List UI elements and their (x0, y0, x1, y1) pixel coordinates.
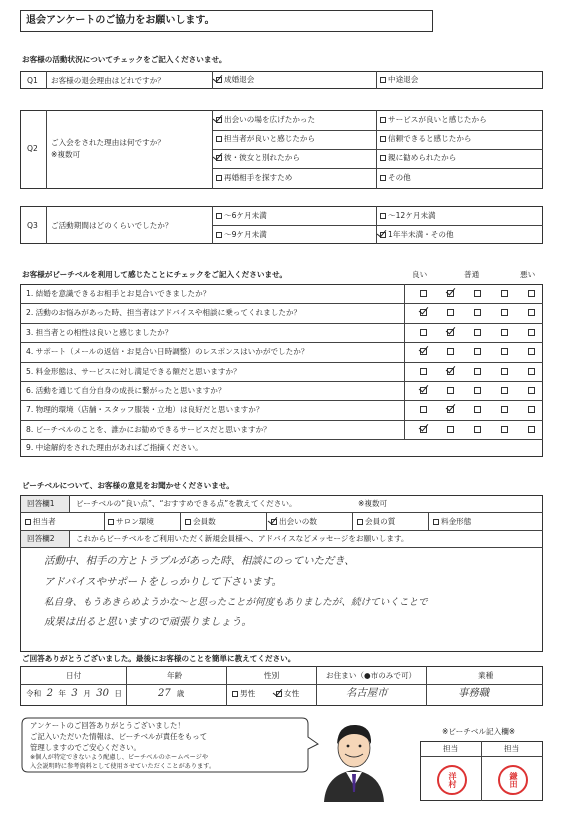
q1-number: Q1 (27, 76, 38, 85)
rating-checkbox[interactable] (474, 309, 481, 316)
checkbox[interactable] (216, 213, 222, 219)
scale-normal: 普通 (464, 270, 480, 279)
q3-option-1[interactable]: ～12ケ月未満 (380, 212, 436, 220)
rating-checkbox[interactable] (501, 329, 508, 336)
a1-option-5[interactable]: 料金形態 (433, 518, 471, 526)
rating-checkbox[interactable] (474, 426, 481, 433)
residence-value[interactable]: 名古屋市 (346, 687, 388, 699)
q2-option-1[interactable]: サービスが良いと感じたから (380, 116, 487, 124)
q2-option-5[interactable]: 親に勧められたから (380, 154, 456, 162)
a1-option-1[interactable]: サロン環境 (108, 518, 154, 526)
checkbox[interactable] (108, 519, 114, 525)
profile-heading: ご回答ありがとうございました。最後にお客様のことを簡単に教えてください。 (22, 654, 296, 663)
rating-question: 1. 結婚を意識できるお相手とお見合いできましたか？ (26, 289, 211, 298)
checkbox[interactable] (216, 77, 222, 83)
handwritten-line-3: 成果は出ると思いますので頑張りましょう。 (44, 616, 252, 628)
rating-checkbox[interactable] (447, 348, 454, 355)
rating-checkbox[interactable] (420, 329, 427, 336)
checkbox[interactable] (433, 519, 439, 525)
a1-option-3[interactable]: 出会いの数 (271, 518, 317, 526)
rating-question: 7. 物理的環境（店舗・スタッフ服装・立地）は良好だと思いますか？ (26, 405, 264, 415)
checkbox[interactable] (380, 136, 386, 142)
checkbox[interactable] (380, 175, 386, 181)
rating-checkbox[interactable] (420, 309, 427, 316)
rating-question: 4. サポート（メールの返信・お見合い日時調整）のレスポンスはいかがでしたか？ (26, 347, 309, 357)
header-residence: お住まい（●市のみで可） (326, 671, 417, 680)
rating-checkbox[interactable] (474, 290, 481, 297)
q2-option-2[interactable]: 担当者が良いと感じたから (216, 135, 315, 143)
rating-checkbox[interactable] (447, 387, 454, 394)
header-job: 業種 (478, 671, 494, 680)
rating-checkbox[interactable] (420, 290, 427, 297)
rating-checkbox[interactable] (447, 368, 454, 375)
q1-option-1[interactable]: 中途退会 (380, 76, 418, 84)
q2-number: Q2 (27, 144, 38, 153)
q3-option-2[interactable]: ～9ケ月未満 (216, 231, 267, 239)
row-divider (20, 342, 543, 343)
checkbox[interactable] (380, 77, 386, 83)
bubble-line-4: 入会説明時に参考資料として使用させていただくことがあります。 (30, 763, 216, 770)
q2-option-0[interactable]: 出会いの場を広げたかった (216, 116, 315, 124)
row-divider (20, 381, 543, 382)
header-date: 日付 (66, 671, 82, 680)
checkbox[interactable] (216, 232, 222, 238)
q2-question: ご入会をされた理由は何ですか？ (51, 138, 165, 147)
rating-checkbox[interactable] (501, 348, 508, 355)
rating-checkbox[interactable] (501, 406, 508, 413)
gender-female[interactable]: 女性 (276, 690, 299, 698)
rating-checkbox[interactable] (420, 426, 427, 433)
rating-heading: お客様がビーチベルを利用して感じたことにチェックをご記入くださいませ。 (22, 270, 288, 279)
q3-question: ご活動期間はどのくらいでしたか？ (51, 221, 173, 230)
bubble-line-1: ご記入いただいた情報は、ビーチベルが責任をもって (30, 732, 208, 741)
answer1-label: 回答欄1 (27, 499, 55, 508)
rating-checkbox[interactable] (447, 309, 454, 316)
rating-checkbox[interactable] (474, 368, 481, 375)
rating-checkbox[interactable] (474, 329, 481, 336)
checkbox[interactable] (380, 213, 386, 219)
rating-question: 5. 料金形態は、サービスに対し満足できる額だと思いますか？ (26, 366, 241, 376)
rating-checkbox[interactable] (528, 329, 535, 336)
rating-checkbox[interactable] (528, 309, 535, 316)
checkbox[interactable] (216, 136, 222, 142)
bubble-line-0: アンケートのご回答ありがとうございました！ (30, 721, 185, 730)
rating-checkbox[interactable] (528, 387, 535, 394)
rating-checkbox[interactable] (420, 348, 427, 355)
q2-option-4[interactable]: 彼・彼女と別れたから (216, 154, 300, 162)
q3-number: Q3 (27, 221, 38, 230)
checkbox[interactable] (25, 519, 31, 525)
q2-sub: ※複数可 (51, 150, 81, 159)
rating-checkbox[interactable] (420, 368, 427, 375)
answer2-label: 回答欄2 (27, 534, 55, 543)
q1-question: お客様の退会理由はどれですか？ (51, 76, 165, 85)
q2-option-3[interactable]: 信頼できると感じたから (380, 135, 472, 143)
answer2-prompt: これからビーチベルをご利用いただく新規会員様へ、アドバイスなどメッセージをお願いします。 (76, 534, 409, 543)
row-divider (20, 323, 543, 324)
answer1-prompt: ビーチベルの“良い点”、“おすすめできる点”を教えてください。 (76, 499, 297, 508)
header-gender: 性別 (264, 671, 280, 680)
rating-question: 3. 担当者との相性は良いと感じましたか？ (26, 327, 173, 337)
rating-checkbox[interactable] (528, 406, 535, 413)
checkbox[interactable] (380, 155, 386, 161)
checkbox[interactable] (380, 232, 386, 238)
q3-option-0[interactable]: ～6ケ月未満 (216, 212, 267, 220)
rating-checkbox[interactable] (474, 348, 481, 355)
rating-checkbox[interactable] (474, 406, 481, 413)
opinion-heading: ビーチベルについて、お客様の意見をお聞かせくださいませ。 (22, 481, 234, 490)
rating-question: 6. 活動を通じて自分自身の成長に繋がったと思いますか？ (26, 386, 226, 395)
staff-stamp-0: 洋村 (437, 765, 467, 795)
checkbox[interactable] (185, 519, 191, 525)
page-title: 退会アンケートのご協力をお願いします。 (26, 15, 215, 26)
a1-option-4[interactable]: 会員の質 (357, 518, 395, 526)
rating-checkbox[interactable] (474, 387, 481, 394)
q2-option-6[interactable]: 再婚相手を探すため (216, 174, 292, 182)
checkbox[interactable] (380, 117, 386, 123)
rating-checkbox[interactable] (528, 426, 535, 433)
a1-option-2[interactable]: 会員数 (185, 518, 216, 526)
checkbox[interactable] (216, 175, 222, 181)
rating-checkbox[interactable] (501, 368, 508, 375)
q2-option-7[interactable]: その他 (380, 174, 411, 182)
rating-checkbox[interactable] (447, 406, 454, 413)
checkbox[interactable] (271, 519, 277, 525)
rating-checkbox[interactable] (501, 309, 508, 316)
handwritten-line-0: 活動中、相手の方とトラブルがあった時、相談にのっていただき、 (44, 555, 355, 567)
handwritten-line-2: 私自身、もうあきらめようかな〜と思ったことが何度もありましたが、続けていくことで (44, 597, 428, 608)
a1-option-0[interactable]: 担当者 (25, 518, 56, 526)
row-divider (20, 420, 543, 421)
rating-checkbox[interactable] (528, 348, 535, 355)
date-value[interactable]: 令和 2 年 3 月 30 日 (26, 688, 122, 699)
rating-checkbox[interactable] (501, 426, 508, 433)
answer1-note: ※複数可 (358, 499, 388, 508)
rating-question: 8. ビーチベルのことを、誰かにお勧めできるサービスだと思いますか？ (26, 424, 271, 434)
scale-good: 良い (412, 270, 428, 279)
staff-col-0: 担当 (443, 744, 459, 753)
row-divider (20, 439, 543, 440)
rating-checkbox[interactable] (420, 406, 427, 413)
rating-question: 2. 活動のお悩みがあった時、担当者はアドバイスや相談に乗ってくれましたか？ (26, 308, 302, 318)
rating-checkbox[interactable] (447, 290, 454, 297)
rating-checkbox[interactable] (501, 290, 508, 297)
scale-bad: 悪い (520, 270, 536, 279)
bubble-line-2: 管理しますのでご安心ください。 (30, 743, 141, 752)
age-value[interactable]: 27 歳 (158, 688, 185, 699)
rating-checkbox[interactable] (447, 426, 454, 433)
bubble-line-3: ※個人が特定できないよう配慮し、ビーチベルのホームページや (30, 754, 209, 761)
staff-box-title: ※ビーチベル記入欄※ (442, 727, 516, 736)
staff-mascot-illustration (320, 712, 388, 802)
activity-heading: お客様の活動状況についてチェックをご記入くださいませ。 (22, 55, 227, 64)
handwritten-line-1: アドバイスやサポートをしっかりして下さいます。 (44, 576, 282, 588)
checkbox[interactable] (216, 117, 222, 123)
gender-male[interactable]: 男性 (232, 690, 255, 698)
header-age: 年齢 (167, 671, 183, 680)
q1-option-0[interactable]: 成婚退会 (216, 76, 254, 84)
checkbox[interactable] (357, 519, 363, 525)
rating-checkbox[interactable] (420, 387, 427, 394)
row-divider (20, 400, 543, 401)
job-value[interactable]: 事務職 (458, 687, 490, 699)
rating-checkbox[interactable] (501, 387, 508, 394)
checkbox[interactable] (232, 691, 238, 697)
rating-last-question: 9. 中途解約をされた理由があればご指摘ください。 (26, 443, 203, 452)
profile-table (20, 666, 543, 706)
rating-checkbox[interactable] (528, 290, 535, 297)
staff-col-1: 担当 (504, 744, 520, 753)
rating-checkbox[interactable] (528, 368, 535, 375)
rating-checkbox[interactable] (447, 329, 454, 336)
q3-option-3[interactable]: 1年半未満・その他 (380, 231, 454, 239)
staff-stamp-1: 鎌田 (498, 765, 528, 795)
checkbox[interactable] (276, 691, 282, 697)
row-divider (20, 303, 543, 304)
checkbox[interactable] (216, 155, 222, 161)
row-divider (20, 362, 543, 363)
